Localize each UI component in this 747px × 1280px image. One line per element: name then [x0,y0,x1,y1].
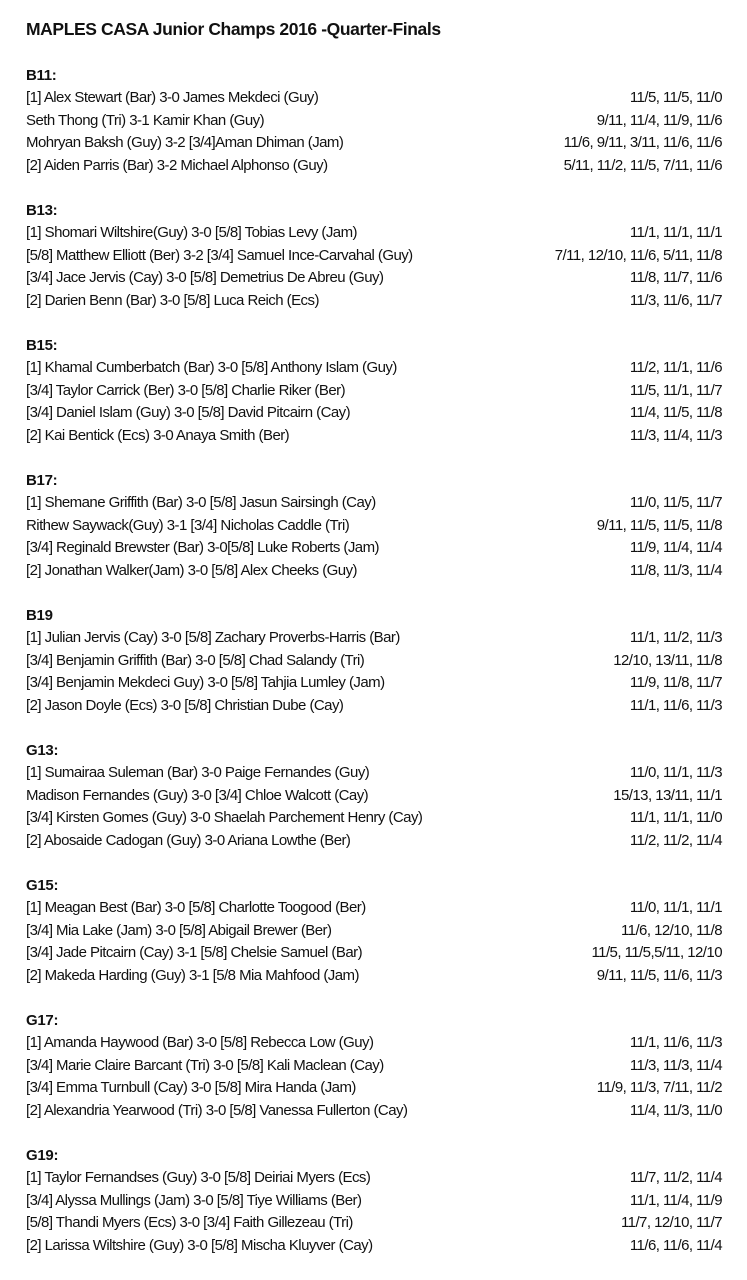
game-scores: 11/3, 11/3, 11/4 [629,1056,722,1074]
game-scores: 9/11, 11/5, 11/6, 11/3 [596,966,722,984]
match-result: [3/4] Reginald Brewster (Bar) 3-0[5/8] Luke Roberts (Jam) [26,539,379,556]
match-result: [3/4] Kirsten Gomes (Guy) 3-0 Shaelah Parchement Henry (Cay) [26,809,423,826]
game-scores: 11/8, 11/7, 11/6 [629,269,722,286]
game-scores: 7/11, 12/10, 11/6, 5/11, 11/8 [554,246,722,264]
game-scores: 11/1, 11/6, 11/3 [629,1034,722,1051]
results-document [26,17,722,1280]
match-row [26,87,722,110]
match-result: [3/4] Jade Pitcairn (Cay) 3-1 [5/8] Chelsie Samuel (Bar) [26,944,363,961]
match-result: Seth Thong (Tri) 3-1 Kamir Khan (Guy) [26,111,265,129]
game-scores: 11/9, 11/8, 11/7 [629,674,722,691]
match-result: [3/4] Taylor Carrick (Ber) 3-0 [5/8] Charlie Riker (Ber) [26,381,346,399]
match-row [26,897,722,920]
match-result: [2] Jason Doyle (Ecs) 3-0 [5/8] Christian Dube (Cay) [26,696,344,714]
match-result: [1] Khamal Cumberbatch (Bar) 3-0 [5/8] Anthony Islam (Guy) [26,359,397,376]
match-row [26,537,722,560]
game-scores: 11/6, 11/6, 11/4 [629,1236,722,1254]
match-result: [1] Shomari Wiltshire(Guy) 3-0 [5/8] Tobias Levy (Jam) [26,224,357,241]
game-scores: 11/5, 11/1, 11/7 [629,381,722,399]
match-row [26,1100,722,1123]
section-g19 [26,1145,722,1280]
match-row [26,807,722,830]
match-result: [1] Taylor Fernandses (Guy) 3-0 [5/8] Deiriai Myers (Ecs) [26,1169,371,1186]
match-row [26,695,722,718]
match-row [26,920,722,943]
section-heading: B13: [26,202,58,219]
match-result: [5/8] Matthew Elliott (Ber) 3-2 [3/4] Samuel Ince-Carvahal (Guy) [26,246,413,264]
match-result: [3/4] Daniel Islam (Guy) 3-0 [5/8] David Pitcairn (Cay) [26,404,351,421]
match-result: [1] Sumairaa Suleman (Bar) 3-0 Paige Fernandes (Guy) [26,764,370,781]
section-heading: G13: [26,742,59,759]
document-title: MAPLES CASA Junior Champs 2016 -Quarter-Finals [26,19,441,39]
game-scores: 11/8, 11/3, 11/4 [629,561,722,579]
game-scores: 11/6, 12/10, 11/8 [620,921,722,939]
match-row [26,560,722,583]
match-row [26,357,722,380]
section-b15 [26,335,722,470]
game-scores: 11/7, 11/2, 11/4 [629,1169,722,1186]
section-heading: B15: [26,337,58,354]
match-result: [3/4] Mia Lake (Jam) 3-0 [5/8] Abigail Brewer (Ber) [26,921,332,939]
match-result: [1] Julian Jervis (Cay) 3-0 [5/8] Zachary Proverbs-Harris (Bar) [26,629,400,646]
match-row [26,515,722,538]
section-b11 [26,65,722,200]
match-result: [1] Alex Stewart (Bar) 3-0 James Mekdeci (Guy) [26,89,319,106]
match-result: [2] Makeda Harding (Guy) 3-1 [5/8 Mia Mahfood (Jam) [26,966,359,984]
section-heading: B11: [26,67,57,84]
match-result: [2] Larissa Wiltshire (Guy) 3-0 [5/8] Mischa Kluyver (Cay) [26,1236,373,1254]
match-row [26,132,722,155]
match-row [26,1190,722,1213]
match-row [26,267,722,290]
match-row [26,762,722,785]
match-row [26,1167,722,1190]
match-row [26,1055,722,1078]
match-result: [1] Amanda Haywood (Bar) 3-0 [5/8] Rebecca Low (Guy) [26,1034,374,1051]
game-scores: 5/11, 11/2, 11/5, 7/11, 11/6 [563,156,722,174]
match-row [26,942,722,965]
game-scores: 11/1, 11/1, 11/1 [629,224,722,241]
game-scores: 11/2, 11/1, 11/6 [629,359,722,376]
match-result: [3/4] Marie Claire Barcant (Tri) 3-0 [5/8] Kali Maclean (Cay) [26,1056,384,1074]
section-heading: B17: [26,472,58,489]
match-result: [3/4] Alyssa Mullings (Jam) 3-0 [5/8] Tiye Williams (Ber) [26,1191,362,1209]
game-scores: 9/11, 11/4, 11/9, 11/6 [596,111,722,129]
match-row [26,830,722,853]
match-result: Mohryan Baksh (Guy) 3-2 [3/4]Aman Dhiman (Jam) [26,134,344,151]
game-scores: 9/11, 11/5, 11/5, 11/8 [596,516,722,534]
match-row [26,402,722,425]
match-result: [2] Jonathan Walker(Jam) 3-0 [5/8] Alex Cheeks (Guy) [26,561,357,579]
game-scores: 11/9, 11/4, 11/4 [629,539,722,556]
game-scores: 11/3, 11/4, 11/3 [629,426,722,444]
game-scores: 11/3, 11/6, 11/7 [629,291,722,309]
match-row [26,492,722,515]
match-row [26,380,722,403]
section-g17 [26,1010,722,1145]
match-result: [3/4] Jace Jervis (Cay) 3-0 [5/8] Demetrius De Abreu (Guy) [26,269,384,286]
match-row [26,155,722,178]
match-result: [5/8] Thandi Myers (Ecs) 3-0 [3/4] Faith Gillezeau (Tri) [26,1214,353,1231]
match-result: [2] Kai Bentick (Ecs) 3-0 Anaya Smith (Ber) [26,426,290,444]
match-result: [3/4] Emma Turnbull (Cay) 3-0 [5/8] Mira Handa (Jam) [26,1079,356,1096]
game-scores: 11/1, 11/1, 11/0 [629,809,722,826]
section-b19 [26,605,722,740]
section-heading: G15: [26,877,59,894]
match-row [26,110,722,133]
match-row [26,672,722,695]
section-heading: B19 [26,607,53,624]
match-row [26,785,722,808]
game-scores: 11/2, 11/2, 11/4 [629,831,722,849]
match-row [26,1077,722,1100]
game-scores: 11/0, 11/1, 11/3 [629,764,722,781]
match-row [26,1212,722,1235]
section-b17 [26,470,722,605]
game-scores: 11/1, 11/4, 11/9 [629,1191,722,1209]
game-scores: 11/1, 11/6, 11/3 [629,696,722,714]
section-heading: G17: [26,1012,59,1029]
match-result: Madison Fernandes (Guy) 3-0 [3/4] Chloe Walcott (Cay) [26,786,369,804]
match-result: [3/4] Benjamin Griffith (Bar) 3-0 [5/8] Chad Salandy (Tri) [26,651,365,669]
game-scores: 11/1, 11/2, 11/3 [629,629,722,646]
match-result: [1] Meagan Best (Bar) 3-0 [5/8] Charlotte Toogood (Ber) [26,899,366,916]
game-scores: 15/13, 13/11, 11/1 [613,786,722,804]
match-result: [3/4] Benjamin Mekdeci Guy) 3-0 [5/8] Tahjia Lumley (Jam) [26,674,385,691]
section-heading: G19: [26,1147,59,1164]
match-row [26,965,722,988]
game-scores: 11/0, 11/5, 11/7 [629,494,722,511]
match-row [26,1032,722,1055]
section-g15 [26,875,722,1010]
match-row [26,290,722,313]
match-row [26,425,722,448]
game-scores: 11/6, 9/11, 3/11, 11/6, 11/6 [563,134,722,151]
game-scores: 12/10, 13/11, 11/8 [613,651,722,669]
match-result: Rithew Saywack(Guy) 3-1 [3/4] Nicholas Caddle (Tri) [26,516,350,534]
game-scores: 11/0, 11/1, 11/1 [629,899,722,916]
section-b13 [26,200,722,335]
match-row [26,627,722,650]
match-result: [2] Aiden Parris (Bar) 3-2 Michael Alphonso (Guy) [26,156,328,174]
game-scores: 11/9, 11/3, 7/11, 11/2 [596,1079,722,1096]
game-scores: 11/7, 12/10, 11/7 [620,1214,722,1231]
match-row [26,245,722,268]
game-scores: 11/4, 11/5, 11/8 [629,404,722,421]
game-scores: 11/5, 11/5, 11/0 [629,89,722,106]
match-row [26,222,722,245]
match-row [26,650,722,673]
match-result: [2] Darien Benn (Bar) 3-0 [5/8] Luca Reich (Ecs) [26,291,319,309]
match-result: [2] Alexandria Yearwood (Tri) 3-0 [5/8] Vanessa Fullerton (Cay) [26,1101,408,1119]
section-g13 [26,740,722,875]
sections-container [26,65,722,1280]
match-result: [2] Abosaide Cadogan (Guy) 3-0 Ariana Lowthe (Ber) [26,831,351,849]
game-scores: 11/5, 11/5,5/11, 12/10 [591,944,722,961]
game-scores: 11/4, 11/3, 11/0 [629,1101,722,1119]
match-result: [1] Shemane Griffith (Bar) 3-0 [5/8] Jasun Sairsingh (Cay) [26,494,376,511]
